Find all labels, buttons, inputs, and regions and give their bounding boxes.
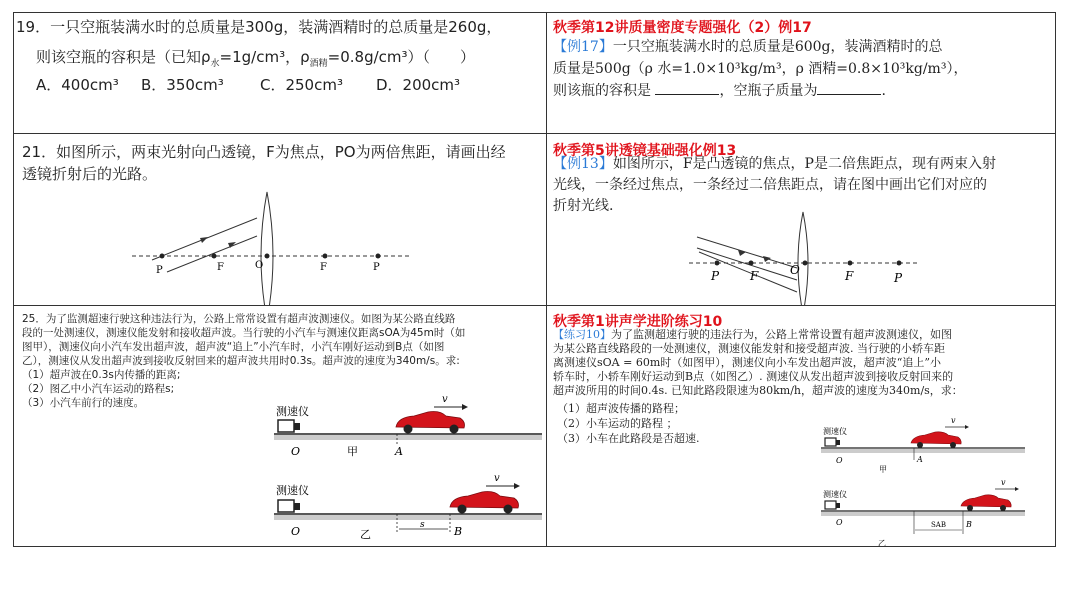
worksheet-grid <box>13 12 1056 547</box>
label-o-yi: O <box>291 525 301 538</box>
q25-line-2: 段的一处测速仪，测速仪能发射和接收超声波。当行驶的小汽车与测速仪距离sOA为45m时（如 <box>22 327 466 339</box>
label-p-right-2: P <box>894 271 903 285</box>
road-hatch-jia <box>274 435 542 440</box>
device-icon <box>836 440 840 445</box>
ex10-question-1: （1）超声波传播的路程； <box>557 402 685 415</box>
wheel-icon <box>967 505 973 511</box>
point-f-right <box>323 254 328 259</box>
q19-line-1: 19．一只空瓶装满水时的总质量是300g，装满酒精时的总质量是260g， <box>16 18 502 36</box>
label-jia: 甲 <box>347 445 358 458</box>
ray-through-f <box>167 236 257 272</box>
wheel-icon <box>404 425 413 434</box>
road-hatch-yi-2 <box>821 512 1025 516</box>
q19-option-c: C．250cm³ <box>260 76 343 94</box>
label-v-jia-2: v <box>951 416 956 425</box>
point-f-left-2 <box>749 261 754 266</box>
speed-camera-diagram <box>14 306 546 546</box>
q19-option-b: B．350cm³ <box>141 76 224 94</box>
label-p-left: P <box>156 265 163 276</box>
label-a: A <box>395 445 403 458</box>
example-17-cell <box>547 13 1055 133</box>
ex17-tag: 【例17】 <box>553 39 613 55</box>
q19-option-d: D．200cm³ <box>376 76 461 94</box>
point-o-2 <box>803 261 808 266</box>
example-13-cell <box>547 134 1055 305</box>
point-f-left <box>212 254 217 259</box>
wheel-icon <box>950 442 956 448</box>
ex10-line-4: 轿车时，小轿车刚好运动到B点（如图乙）. 测速仪从发出超声波到接收反射回来的 <box>553 370 954 383</box>
q25-line-4: 乙），测速仪从发出超声波到接收反射回来的超声波共用时0.3s。超声波的速度为340m/s。求: <box>22 355 460 367</box>
point-o <box>265 254 270 259</box>
label-s: s <box>420 520 425 530</box>
device-icon <box>278 420 294 432</box>
ex13-tag: 【例13】 <box>553 156 613 172</box>
ex10-tag: 【练习10】 <box>553 328 611 341</box>
label-v-jia: v <box>442 394 448 405</box>
ex10-question-3: （3）小车在此路段是否超速. <box>557 432 700 445</box>
question-21-cell <box>14 134 546 305</box>
label-v-yi: v <box>494 473 500 484</box>
device-icon <box>294 503 300 510</box>
q25-line-3: 图甲），测速仪向小汽车发出超声波，超声波“追上”小汽车时，小汽车刚好运动到B点（如图 <box>22 341 445 353</box>
point-p-right-2 <box>897 261 902 266</box>
point-f-right-2 <box>848 261 853 266</box>
arrow-head-icon <box>965 425 969 429</box>
q19-option-a: A．400cm³ <box>36 76 119 94</box>
label-f-right-2: F <box>845 269 854 283</box>
device-icon <box>294 423 300 430</box>
label-o: O <box>255 260 264 271</box>
point-p-left-2 <box>715 261 720 266</box>
ex10-line-1: 【练习10】为了监测超速行驶的违法行为，公路上常常设置有超声波测速仪，如图 <box>553 328 952 341</box>
ex10-question-2: （2）小车运动的路程 ； <box>557 417 678 430</box>
device-icon <box>278 500 294 512</box>
wheel-icon <box>1000 505 1006 511</box>
q25-line-7: （3）小汽车前行的速度。 <box>22 397 145 409</box>
lens-diagram-2 <box>547 134 1055 305</box>
exercise-10-cell <box>547 306 1055 546</box>
road-hatch-jia-2 <box>821 449 1025 453</box>
ray-arrow-icon <box>200 237 208 243</box>
speed-camera-diagram-2 <box>547 306 1055 546</box>
ex17-title: 秋季第12讲质量密度专题强化（2）例17 <box>553 20 812 36</box>
label-o-2: O <box>790 263 800 277</box>
label-f-left-2: F <box>750 269 759 283</box>
point-p-right <box>376 254 381 259</box>
convex-lens-2 <box>798 212 808 305</box>
ex17-line-2: 质量是500g（ρ 水=1.0×10³kg/m³，ρ 酒精=0.8×10³kg/m³）， <box>553 61 968 77</box>
q25-line-5: （1）超声波在0.3s内传播的距离; <box>22 369 181 381</box>
label-sab: SAB <box>931 521 946 529</box>
q21-line-1: 21．如图所示，两束光射向凸透镜，F为焦点，PO为两倍焦距，请画出经 <box>22 143 506 161</box>
ex13-line-1: 【例13】如图所示，F是凸透镜的焦点，P是二倍焦距点，现有两束入射 <box>553 156 996 172</box>
answer-blank-volume <box>655 82 719 95</box>
ex10-line-5: 超声波所用的时间0.4s. 已知此路段限速为80km/h，超声波的速度为340m/s，求： <box>553 384 963 397</box>
label-b-2: B <box>966 520 972 529</box>
ex17-line-1: 【例17】一只空瓶装满水时的总质量是600g，装满酒精时的总 <box>553 39 943 55</box>
wheel-icon <box>450 425 459 434</box>
wheel-icon <box>917 442 923 448</box>
label-v-yi-2: v <box>1001 478 1006 487</box>
q25-line-1: 25．为了监测超速行驶这种违法行为，公路上常常设置有超声波测速仪。如图为某公路直线路 <box>22 313 456 325</box>
label-p-right: P <box>373 262 380 273</box>
ex13-title: 秋季第5讲透镜基础强化例13 <box>553 143 737 159</box>
label-f-left: F <box>217 262 224 273</box>
ex10-line-2: 为某公路直线路段的一处测速仪，测速仪能发射和接受超声波. 当行驶的小轿车距 <box>553 342 945 355</box>
arrow-head-icon <box>1015 487 1019 491</box>
arrow-head-icon <box>462 404 468 410</box>
lens-diagram <box>14 134 546 305</box>
wheel-icon <box>458 505 467 514</box>
ex10-title: 秋季第1讲声学进阶练习10 <box>553 314 723 330</box>
device-label-jia: 测速仪 <box>276 405 309 418</box>
question-19-cell <box>14 13 546 133</box>
convex-lens <box>261 192 273 305</box>
wheel-icon <box>504 505 513 514</box>
label-yi-2: 乙 <box>878 539 886 546</box>
question-25-cell <box>14 306 546 546</box>
device-label-jia-2: 测速仪 <box>823 427 847 436</box>
q21-line-2: 透镜折射后的光路。 <box>22 165 158 183</box>
arrow-head-icon <box>514 483 520 489</box>
answer-blank-mass <box>817 82 881 95</box>
label-f-right: F <box>320 262 327 273</box>
device-icon <box>825 501 836 509</box>
label-a-2: A <box>917 455 923 464</box>
road-hatch-yi <box>274 515 542 520</box>
label-p-left-2: P <box>711 269 720 283</box>
label-yi: 乙 <box>360 528 371 541</box>
ex13-line-3: 折射光线. <box>553 198 614 214</box>
point-p-left <box>160 254 165 259</box>
q25-line-6: （2）图乙中小汽车运动的路程s; <box>22 383 175 395</box>
device-label-yi: 测速仪 <box>276 484 309 497</box>
device-label-yi-2: 测速仪 <box>823 490 847 499</box>
label-o-jia: O <box>291 445 301 458</box>
device-icon <box>825 438 836 446</box>
device-icon <box>836 503 840 508</box>
ex13-line-2: 光线，一条经过焦点，一条经过二倍焦距点，请在图中画出它们对应的 <box>553 177 987 193</box>
ray-arrow-icon <box>763 256 771 262</box>
label-o-jia-2: O <box>836 456 843 465</box>
label-b: B <box>454 525 463 538</box>
ex17-line-3: 则该瓶的容积是 ，空瓶子质量为 . <box>553 83 886 99</box>
ex10-line-3: 离测速仪sOA = 60m时（如图甲），测速仪向小车发出超声波，超声波“追上”小 <box>553 356 941 369</box>
label-o-yi-2: O <box>836 518 843 527</box>
label-jia-2: 甲 <box>879 465 887 474</box>
q19-line-2: 则该空瓶的容积是（已知$\rho_水=1g$/cm³，$\rho_{酒精}=0.8g/cm^3$）（ ） <box>36 48 476 69</box>
